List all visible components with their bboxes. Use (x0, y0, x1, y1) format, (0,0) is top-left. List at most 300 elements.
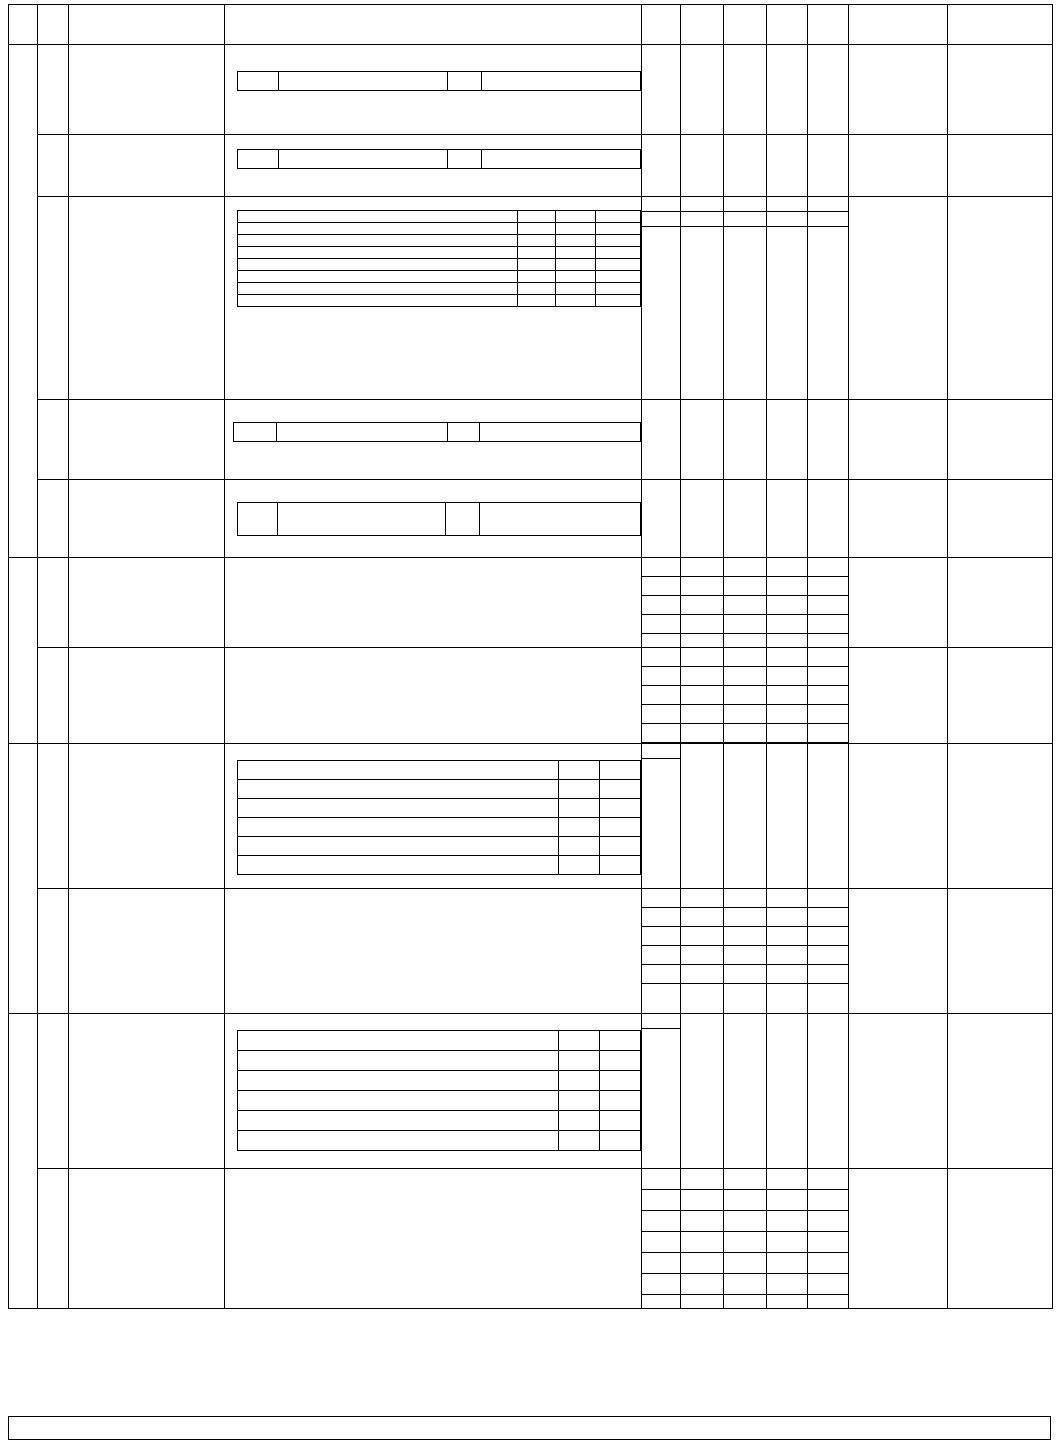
cell-col7 (723, 400, 766, 480)
strip-line (724, 596, 766, 615)
cell-col4-grid (224, 744, 641, 889)
strip-line (767, 667, 807, 686)
strip-line (767, 964, 807, 983)
strip-line (642, 667, 680, 686)
cell-col7-strip (723, 197, 766, 400)
detail-grid-label (237, 1031, 558, 1051)
cell-col2 (37, 648, 68, 744)
strip-line (681, 615, 723, 634)
cell-col2 (37, 480, 68, 558)
inline-form-box2[interactable] (279, 72, 447, 91)
strip-line (767, 1190, 807, 1211)
cell-col9 (808, 5, 849, 45)
strip-line (642, 1253, 680, 1274)
detail-grid-row (237, 1071, 640, 1091)
cell-col9 (808, 400, 849, 480)
detail-grid-c1 (558, 1071, 599, 1091)
strip-line (642, 945, 680, 964)
cell-col3 (68, 1014, 224, 1169)
cell-col3 (68, 1169, 224, 1309)
cell-col10 (849, 744, 948, 889)
detail-grid-c1 (517, 235, 555, 247)
strip-line (767, 197, 807, 212)
cell-col2 (37, 1014, 68, 1169)
cell-col4 (224, 5, 641, 45)
strip-line (681, 1232, 723, 1253)
detail-grid-c3 (596, 223, 640, 235)
table-row (9, 135, 1053, 197)
strip-line (642, 558, 680, 577)
cell-col3 (68, 558, 224, 648)
detail-grid-c1 (558, 780, 599, 799)
strip-line (724, 648, 766, 667)
strip-line (642, 983, 680, 1002)
cell-col11 (948, 197, 1053, 400)
detail-grid-c3 (596, 259, 640, 271)
cell-col11 (948, 45, 1053, 135)
strip-line (681, 964, 723, 983)
cell-col5-strip (641, 1014, 680, 1169)
table-row (9, 5, 1053, 45)
cell-col4 (224, 1169, 641, 1309)
cell-col10 (849, 400, 948, 480)
strip-line (642, 596, 680, 615)
cell-col10 (849, 5, 948, 45)
detail-grid-row (237, 259, 640, 271)
cell-col5-strip (641, 1169, 680, 1309)
detail-grid-c2 (599, 856, 640, 875)
cell-col9 (808, 135, 849, 197)
cell-col5-strip (641, 648, 680, 744)
cell-col7 (723, 135, 766, 197)
cell-col8 (766, 744, 807, 889)
strip-line (681, 1190, 723, 1211)
inline-form-box4[interactable] (481, 150, 640, 169)
cell-col8-strip (766, 197, 807, 400)
inline-form (237, 71, 641, 91)
detail-grid-c3 (596, 247, 640, 259)
strip-line (808, 1253, 848, 1274)
detail-grid-c2 (555, 211, 595, 223)
strip-line (767, 1274, 807, 1295)
strip-line (767, 1253, 807, 1274)
strip-line (724, 907, 766, 926)
strip-line (724, 1211, 766, 1232)
detail-grid-label (237, 271, 517, 283)
detail-grid-label (237, 1131, 558, 1151)
detail-grid-c2 (599, 837, 640, 856)
cell-col8-strip (766, 558, 807, 648)
cell-col2 (37, 889, 68, 1014)
cell-col2 (37, 197, 68, 400)
strip-line (642, 1274, 680, 1295)
cell-col11 (948, 1169, 1053, 1309)
cell-col5-strip (641, 744, 680, 889)
strip-line (808, 1274, 848, 1295)
strip-line (681, 1274, 723, 1295)
strip-line (681, 596, 723, 615)
cell-col2 (37, 558, 68, 648)
cell-col1-group-a (9, 45, 38, 558)
strip-line (808, 596, 848, 615)
inline-form-box2[interactable] (277, 423, 448, 442)
strip-line (724, 705, 766, 724)
inline-form-box3[interactable] (447, 423, 479, 442)
strip-line (642, 212, 680, 227)
detail-grid-row (237, 1051, 640, 1071)
table-row (9, 1014, 1053, 1169)
strip-line (767, 1169, 807, 1190)
cell-col6-strip (680, 889, 723, 1014)
strip-line (681, 983, 723, 1002)
detail-grid-c1 (517, 223, 555, 235)
table-row (9, 744, 1053, 889)
detail-grid-c3 (596, 211, 640, 223)
cell-col7-strip (723, 648, 766, 744)
cell-col1-group-d (9, 1014, 38, 1309)
detail-grid-row (237, 235, 640, 247)
inline-form-box4[interactable] (479, 423, 640, 442)
cell-col11 (948, 889, 1053, 1014)
strip-line (642, 686, 680, 705)
strip-line (681, 926, 723, 945)
cell-col1 (9, 5, 38, 45)
cell-col5 (641, 135, 680, 197)
strip-line (767, 724, 807, 743)
strip-line (681, 577, 723, 596)
detail-grid-c2 (599, 818, 640, 837)
inline-form-box4[interactable] (481, 72, 640, 91)
cell-col8-strip (766, 889, 807, 1014)
inline-form-box1[interactable] (233, 423, 276, 442)
strip-line (681, 558, 723, 577)
strip-line (724, 1190, 766, 1211)
strip-line (681, 686, 723, 705)
cell-col6-strip (680, 1169, 723, 1309)
cell-col9 (808, 744, 849, 889)
detail-grid-label (237, 223, 517, 235)
strip-line (642, 615, 680, 634)
strip-line (642, 1014, 680, 1029)
cell-col9-strip (808, 1169, 849, 1309)
detail-grid-c2 (555, 247, 595, 259)
cell-col9 (808, 1014, 849, 1169)
table-row (9, 1169, 1053, 1309)
cell-col6 (680, 1014, 723, 1169)
strip-line (642, 1169, 680, 1190)
cell-col1-group-b (9, 558, 38, 744)
inline-form-box1[interactable] (237, 503, 277, 536)
cell-col11 (948, 5, 1053, 45)
cell-col9-strip (808, 197, 849, 400)
inline-form (237, 149, 641, 169)
cell-col11 (948, 744, 1053, 889)
strip-line (724, 926, 766, 945)
strip-line (808, 907, 848, 926)
detail-grid-c1 (517, 283, 555, 295)
cell-col7-strip (723, 558, 766, 648)
strip-line (681, 648, 723, 667)
detail-grid-c1 (558, 799, 599, 818)
cell-col4 (224, 889, 641, 1014)
detail-grid-row (237, 1091, 640, 1111)
cell-col2 (37, 5, 68, 45)
strip-line (642, 964, 680, 983)
cell-col10 (849, 1169, 948, 1309)
strip-line (724, 1253, 766, 1274)
cell-col9 (808, 480, 849, 558)
detail-grid-label (237, 761, 558, 780)
strip-spacer (642, 889, 680, 907)
table-row (9, 197, 1053, 400)
detail-grid-c1 (517, 211, 555, 223)
strip-line (767, 926, 807, 945)
cell-col10 (849, 480, 948, 558)
cell-col3 (68, 197, 224, 400)
inline-form-box1[interactable] (237, 72, 279, 91)
strip-line (681, 907, 723, 926)
strip-line (808, 724, 848, 743)
cell-col8 (766, 135, 807, 197)
cell-col9-strip (808, 558, 849, 648)
strip-line (724, 212, 766, 227)
detail-grid-c2 (599, 1111, 640, 1131)
cell-col3 (68, 5, 224, 45)
strip-line (681, 1211, 723, 1232)
cell-col9-strip (808, 889, 849, 1014)
detail-grid-row (237, 856, 640, 875)
cell-col7 (723, 45, 766, 135)
cell-col6-strip (680, 648, 723, 744)
detail-grid-label (237, 837, 558, 856)
strip-line (724, 558, 766, 577)
cell-col6 (680, 744, 723, 889)
strip-line (724, 615, 766, 634)
strip-line (724, 724, 766, 743)
cell-col4-inline-form (224, 45, 641, 135)
strip-line (681, 212, 723, 227)
cell-col7 (723, 744, 766, 889)
cell-col2 (37, 45, 68, 135)
cell-col9-strip (808, 648, 849, 744)
table-row (9, 889, 1053, 1014)
strip-line (642, 724, 680, 743)
strip-line (724, 1232, 766, 1253)
strip-line (681, 197, 723, 212)
detail-grid-row (237, 1131, 640, 1151)
strip-line (808, 705, 848, 724)
strip-line (767, 212, 807, 227)
strip-line (724, 577, 766, 596)
strip-line (681, 667, 723, 686)
table-row (9, 45, 1053, 135)
detail-grid-c1 (558, 818, 599, 837)
footer-text (9, 1417, 1050, 1425)
strip-line (724, 983, 766, 1002)
strip-spacer (681, 889, 723, 907)
cell-col6 (680, 135, 723, 197)
detail-grid-c1 (558, 1091, 599, 1111)
detail-grid-row (237, 223, 640, 235)
strip-line (642, 705, 680, 724)
footer-bar (8, 1416, 1051, 1440)
cell-col3 (68, 45, 224, 135)
detail-grid-label (237, 1111, 558, 1131)
cell-col7 (723, 1014, 766, 1169)
detail-grid-c2 (555, 223, 595, 235)
main-form-table (8, 4, 1053, 1309)
inline-form-box2[interactable] (277, 503, 445, 536)
strip-line (724, 197, 766, 212)
strip-line (767, 615, 807, 634)
strip-line (642, 926, 680, 945)
inline-form-box3[interactable] (447, 150, 481, 169)
cell-col3 (68, 480, 224, 558)
detail-grid-label (237, 211, 517, 223)
strip-line (767, 686, 807, 705)
cell-col6 (680, 45, 723, 135)
detail-grid-row (237, 799, 640, 818)
strip-line (767, 577, 807, 596)
cell-col4 (224, 558, 641, 648)
strip-line (808, 1211, 848, 1232)
detail-grid-c1 (558, 1051, 599, 1071)
detail-grid-row (237, 780, 640, 799)
strip-line (808, 212, 848, 227)
cell-col8 (766, 1014, 807, 1169)
strip-line (808, 1232, 848, 1253)
cell-col8-strip (766, 648, 807, 744)
detail-grid-c1 (558, 1111, 599, 1131)
detail-grid-label (237, 799, 558, 818)
inline-form-box3[interactable] (447, 72, 481, 91)
cell-col5 (641, 5, 680, 45)
cell-col6 (680, 5, 723, 45)
cell-col3 (68, 744, 224, 889)
strip-line (724, 964, 766, 983)
cell-col1-group-c (9, 744, 38, 1014)
strip-line (767, 907, 807, 926)
strip-line (808, 1169, 848, 1190)
strip-line (642, 1232, 680, 1253)
cell-col8 (766, 5, 807, 45)
strip-line (724, 667, 766, 686)
detail-grid-c2 (555, 259, 595, 271)
cell-col4-grid (224, 197, 641, 400)
cell-col10 (849, 558, 948, 648)
cell-col5 (641, 400, 680, 480)
cell-col7-strip (723, 889, 766, 1014)
strip-line (767, 705, 807, 724)
strip-line (724, 686, 766, 705)
strip-line (808, 686, 848, 705)
cell-col10 (849, 1014, 948, 1169)
detail-grid-row (237, 1031, 640, 1051)
strip-line (808, 945, 848, 964)
cell-col4 (224, 648, 641, 744)
detail-grid-label (237, 1071, 558, 1091)
detail-grid-c3 (596, 235, 640, 247)
detail-grid-label (237, 247, 517, 259)
strip-line (767, 945, 807, 964)
cell-col3 (68, 889, 224, 1014)
detail-grid-c2 (555, 283, 595, 295)
strip-line (642, 197, 680, 212)
inline-form-box2[interactable] (279, 150, 447, 169)
strip-line (808, 197, 848, 212)
inline-form-box3[interactable] (445, 503, 479, 536)
cell-col5-strip (641, 889, 680, 1014)
strip-line (724, 1274, 766, 1295)
detail-grid-c1 (558, 856, 599, 875)
detail-grid-label (237, 235, 517, 247)
strip-line (808, 1190, 848, 1211)
cell-col6-strip (680, 197, 723, 400)
inline-form-box1[interactable] (237, 150, 279, 169)
detail-grid-c1 (517, 247, 555, 259)
detail-grid-row (237, 211, 640, 223)
strip-line (808, 926, 848, 945)
cell-col2 (37, 1169, 68, 1309)
detail-grid-c2 (555, 271, 595, 283)
strip-spacer (767, 889, 807, 907)
cell-col5 (641, 45, 680, 135)
detail-grid-label (237, 780, 558, 799)
detail-grid-c2 (555, 235, 595, 247)
strip-line (642, 648, 680, 667)
detail-grid (237, 1030, 641, 1151)
cell-col3 (68, 648, 224, 744)
cell-col11 (948, 480, 1053, 558)
table-row (9, 400, 1053, 480)
detail-grid-row (237, 247, 640, 259)
cell-col10 (849, 135, 948, 197)
strip-line (767, 558, 807, 577)
detail-grid-c2 (599, 1071, 640, 1091)
inline-form-box4[interactable] (479, 503, 640, 536)
cell-col11 (948, 558, 1053, 648)
table-row (9, 480, 1053, 558)
cell-col10 (849, 45, 948, 135)
table-row (9, 558, 1053, 648)
cell-col5-strip (641, 558, 680, 648)
strip-line (808, 983, 848, 1002)
cell-col7-strip (723, 1169, 766, 1309)
detail-grid-row (237, 818, 640, 837)
cell-col6 (680, 480, 723, 558)
cell-col11 (948, 400, 1053, 480)
detail-grid-c1 (558, 837, 599, 856)
detail-grid-label (237, 295, 517, 307)
detail-grid-label (237, 818, 558, 837)
strip-line (808, 577, 848, 596)
strip-line (767, 983, 807, 1002)
detail-grid-label (237, 1091, 558, 1111)
strip-line (767, 1211, 807, 1232)
detail-grid-c1 (558, 761, 599, 780)
detail-grid-row (237, 1111, 640, 1131)
inline-form (237, 502, 641, 536)
cell-col5 (641, 480, 680, 558)
strip-line (724, 1169, 766, 1190)
cell-col11 (948, 648, 1053, 744)
strip-line (767, 596, 807, 615)
cell-col8 (766, 400, 807, 480)
cell-col8 (766, 480, 807, 558)
detail-grid-c1 (558, 1031, 599, 1051)
detail-grid-label (237, 259, 517, 271)
detail-grid-row (237, 295, 640, 307)
